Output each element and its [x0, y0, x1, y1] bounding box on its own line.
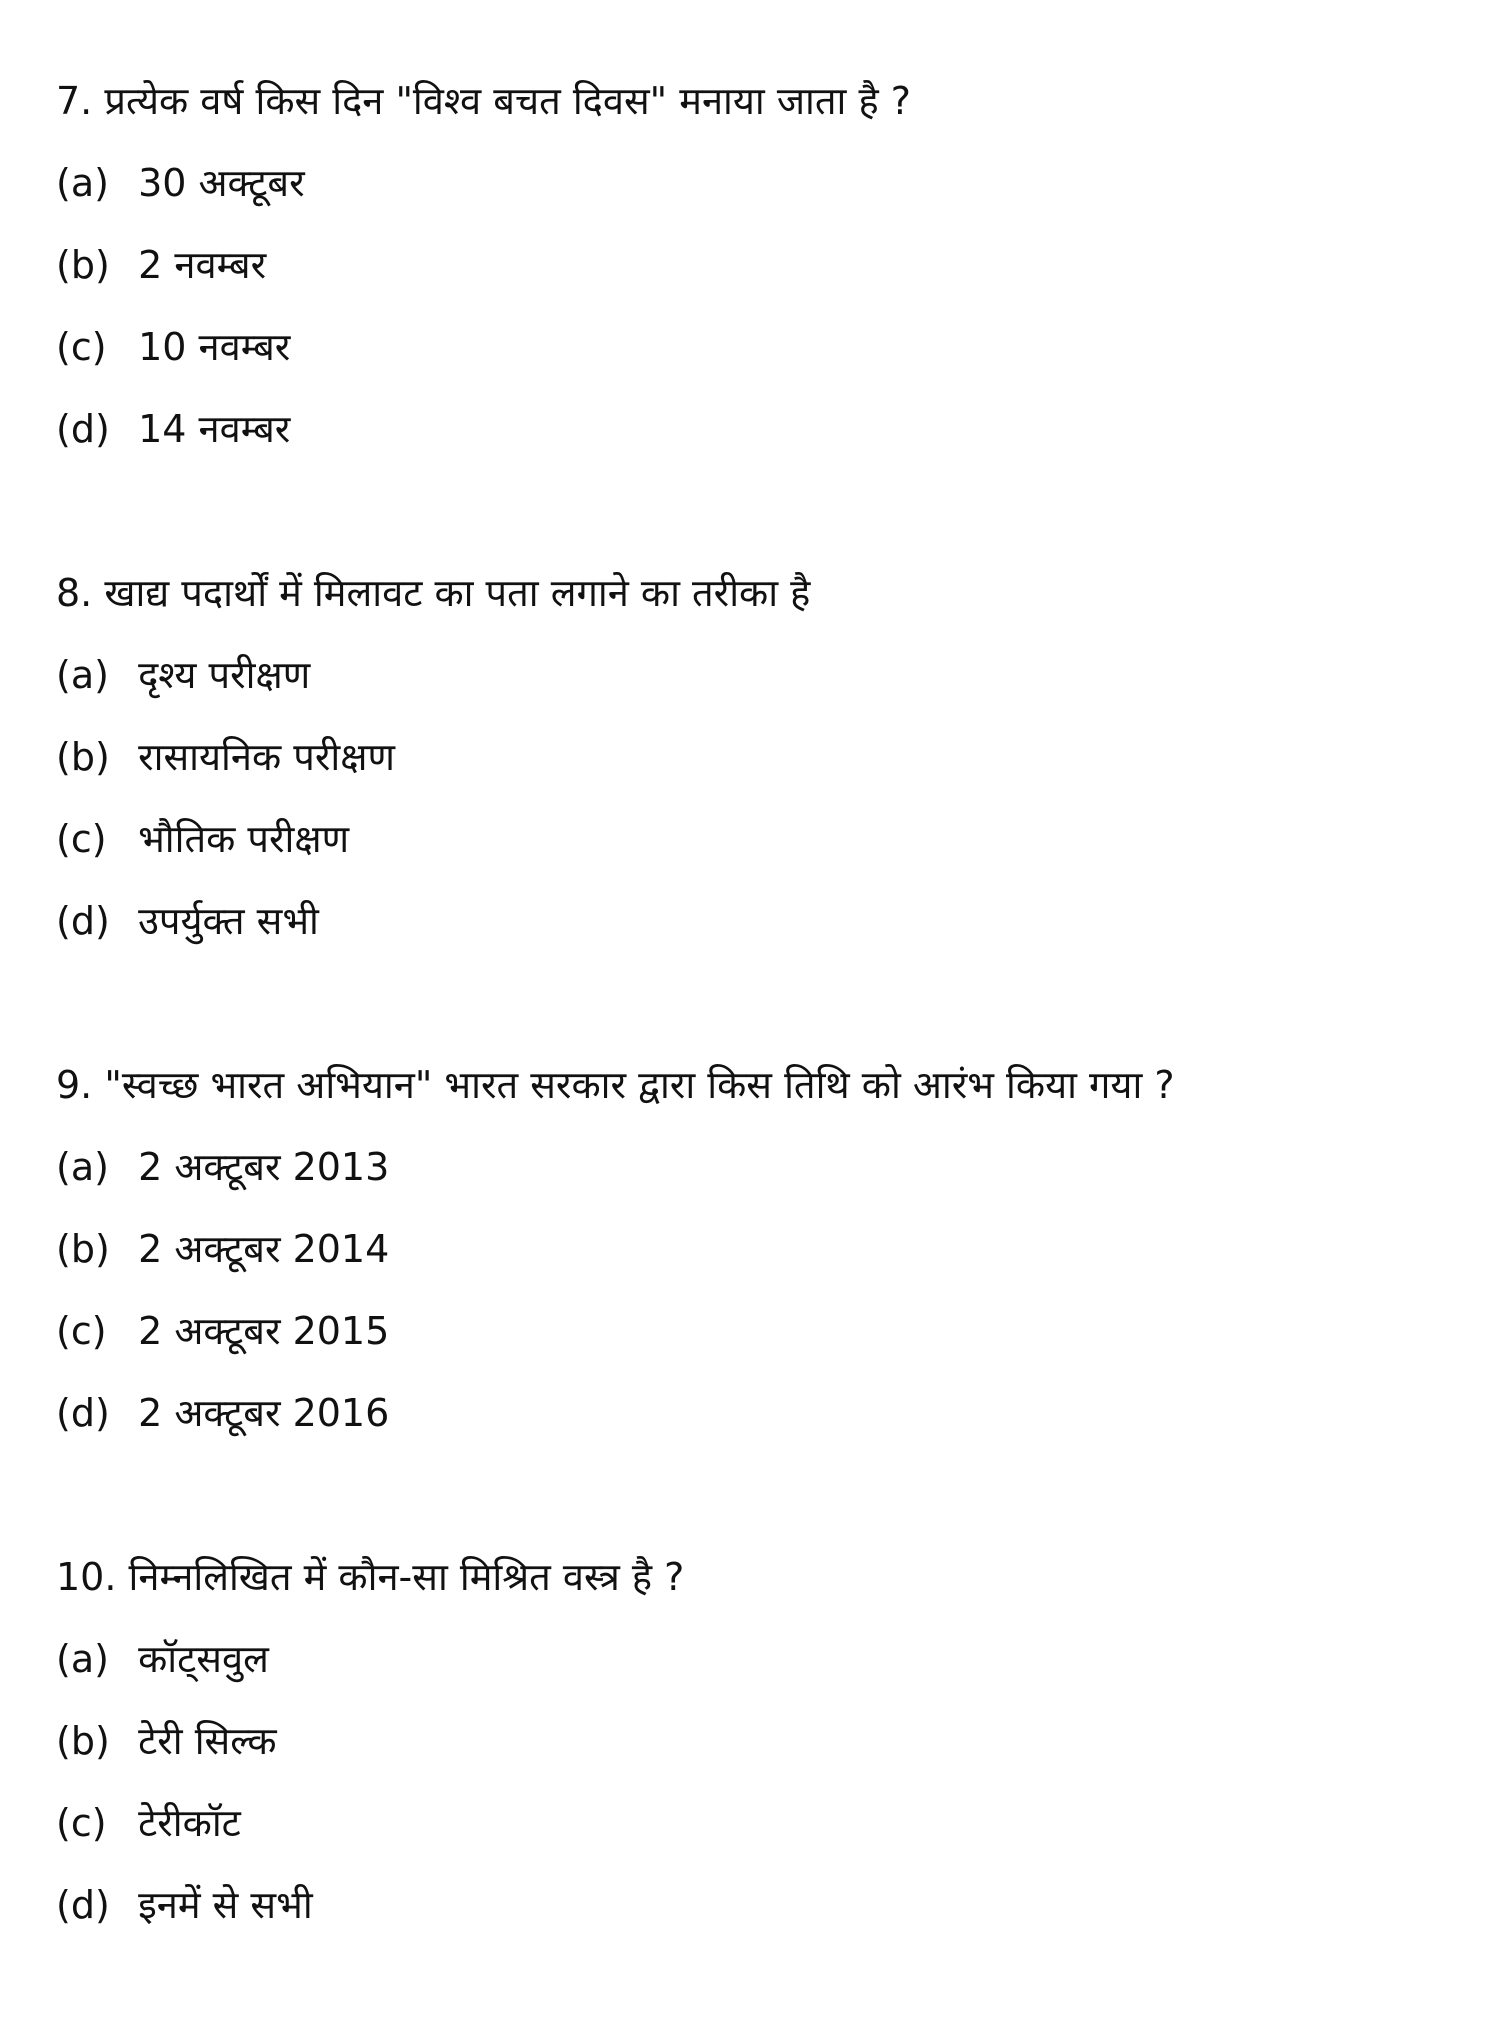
option-letter: (d) — [56, 1391, 110, 1435]
option-letter: (c) — [56, 817, 107, 861]
option-letter: (c) — [56, 1309, 107, 1353]
option-letter: (b) — [56, 243, 110, 287]
option-text: टेरीकॉट — [138, 1801, 241, 1845]
option-text: 10 नवम्बर — [138, 325, 291, 369]
option-letter: (a) — [56, 653, 109, 697]
option-a — [56, 160, 1456, 206]
option-text: 2 नवम्बर — [138, 243, 267, 287]
option-letter: (b) — [56, 1227, 110, 1271]
option-a — [56, 652, 1456, 698]
question-text: "स्वच्छ भारत अभियान" भारत सरकार द्वारा किस तिथि को आरंभ किया गया ? — [104, 1063, 1175, 1107]
option-letter: (d) — [56, 899, 110, 943]
option-text: दृश्य परीक्षण — [138, 653, 311, 697]
option-c — [56, 816, 1456, 862]
option-text: 2 अक्टूबर 2015 — [138, 1309, 390, 1353]
question-text: खाद्य पदार्थों में मिलावट का पता लगाने का तरीका है — [104, 571, 811, 615]
option-a — [56, 1144, 1456, 1190]
question-number: 8. — [56, 571, 93, 615]
option-text: भौतिक परीक्षण — [138, 817, 350, 861]
question-text: निम्नलिखित में कौन-सा मिश्रित वस्त्र है ? — [128, 1555, 685, 1599]
option-a — [56, 1636, 1456, 1682]
option-c — [56, 1800, 1456, 1846]
question-10 — [56, 1554, 1456, 1928]
option-letter: (a) — [56, 1637, 109, 1681]
option-letter: (d) — [56, 407, 110, 451]
option-text: 30 अक्टूबर — [138, 161, 305, 205]
option-d — [56, 1390, 1456, 1436]
option-b — [56, 1718, 1456, 1764]
question-stem — [56, 78, 1456, 124]
question-number: 9. — [56, 1063, 93, 1107]
question-9 — [56, 1062, 1456, 1436]
question-stem — [56, 1062, 1456, 1108]
option-text: 14 नवम्बर — [138, 407, 291, 451]
option-letter: (d) — [56, 1883, 110, 1927]
question-stem — [56, 570, 1456, 616]
question-stem — [56, 1554, 1456, 1600]
option-letter: (a) — [56, 161, 109, 205]
option-d — [56, 406, 1456, 452]
option-d — [56, 1882, 1456, 1928]
option-text: टेरी सिल्क — [138, 1719, 277, 1763]
option-b — [56, 734, 1456, 780]
option-letter: (c) — [56, 325, 107, 369]
question-text: प्रत्येक वर्ष किस दिन "विश्व बचत दिवस" मनाया जाता है ? — [104, 79, 911, 123]
option-b — [56, 1226, 1456, 1272]
option-text: उपर्युक्त सभी — [138, 899, 319, 943]
question-number: 7. — [56, 79, 93, 123]
question-number: 10. — [56, 1555, 117, 1599]
option-text: इनमें से सभी — [138, 1883, 313, 1927]
option-text: 2 अक्टूबर 2013 — [138, 1145, 390, 1189]
option-text: 2 अक्टूबर 2016 — [138, 1391, 390, 1435]
option-b — [56, 242, 1456, 288]
question-7 — [56, 78, 1456, 452]
question-8 — [56, 570, 1456, 944]
option-c — [56, 1308, 1456, 1354]
option-letter: (c) — [56, 1801, 107, 1845]
option-d — [56, 898, 1456, 944]
option-letter: (b) — [56, 735, 110, 779]
option-c — [56, 324, 1456, 370]
option-text: कॉट्सवुल — [138, 1637, 269, 1681]
option-letter: (a) — [56, 1145, 109, 1189]
option-text: रासायनिक परीक्षण — [138, 735, 395, 779]
option-letter: (b) — [56, 1719, 110, 1763]
option-text: 2 अक्टूबर 2014 — [138, 1227, 390, 1271]
